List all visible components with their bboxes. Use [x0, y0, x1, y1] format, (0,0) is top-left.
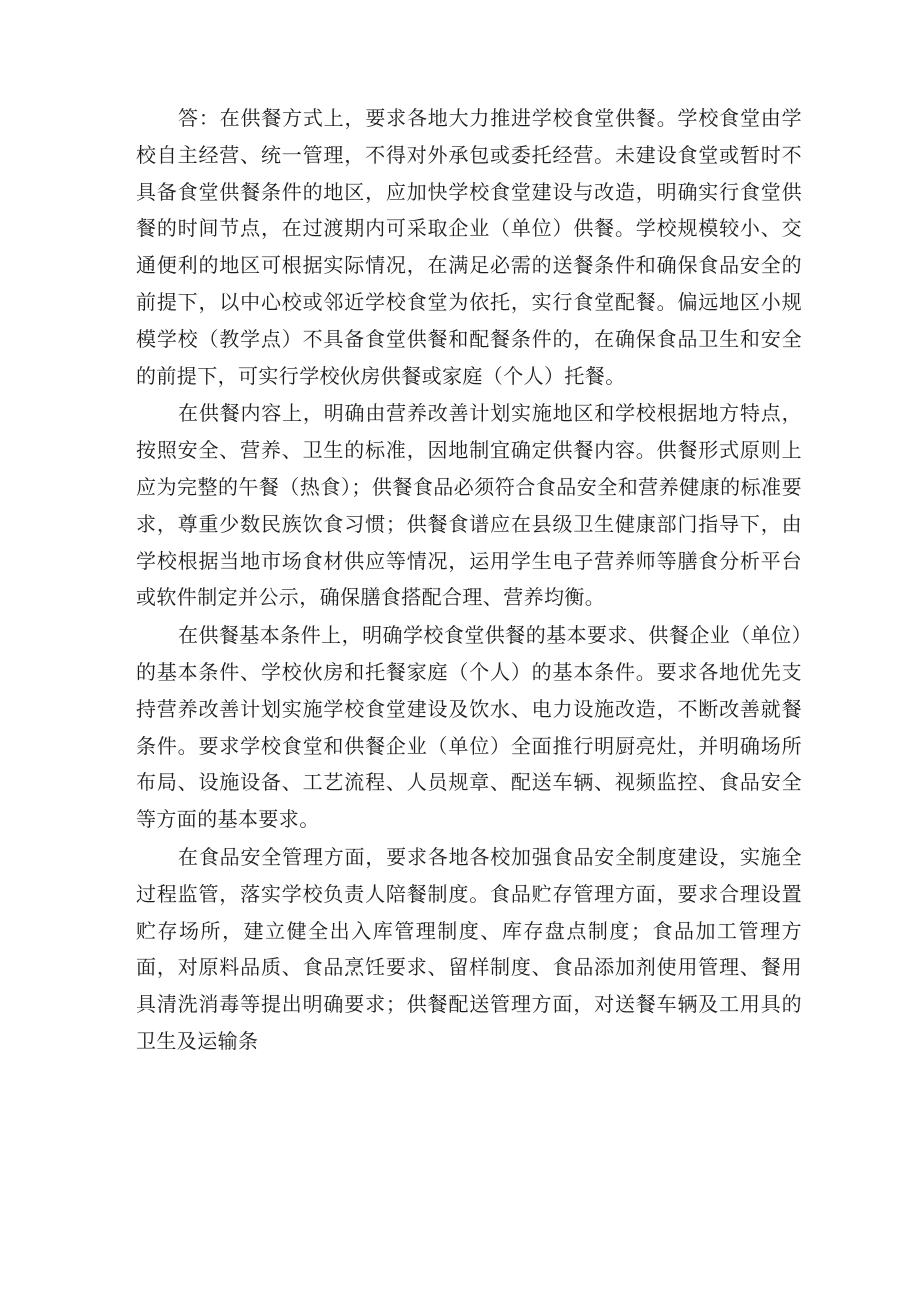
paragraph-food-safety: 在食品安全管理方面，要求各地各校加强食品安全制度建设，实施全过程监管，落实学校负责人陪餐制度。食品贮存管理方面，要求合理设置贮存场所，建立健全出入库管理制度、库存盘点制度；食品加工管理方面，对原料品质、食品烹饪要求、留样制度、食品添加剂使用管理、餐用具清洗消毒等提出明确要求；供餐配送管理方面，对送餐车辆及工用具的卫生及运输条	[136, 844, 802, 1053]
paragraph-basic-conditions: 在供餐基本条件上，明确学校食堂供餐的基本要求、供餐企业（单位）的基本条件、学校伙房和托餐家庭（个人）的基本条件。要求各地优先支持营养改善计划实施学校食堂建设及饮水、电力设施改造，不断改善就餐条件。要求学校食堂和供餐企业（单位）全面推行明厨亮灶，并明确场所布局、设施设备、工艺流程、人员规章、配送车辆、视频监控、食品安全等方面的基本要求。	[136, 623, 802, 832]
paragraph-supply-method: 答：在供餐方式上，要求各地大力推进学校食堂供餐。学校食堂由学校自主经营、统一管理，不得对外承包或委托经营。未建设食堂或暂时不具备食堂供餐条件的地区，应加快学校食堂建设与改造，明确实行食堂供餐的时间节点，在过渡期内可采取企业（单位）供餐。学校规模较小、交通便利的地区可根据实际情况，在满足必需的送餐条件和确保食品安全的前提下，以中心校或邻近学校食堂为依托，实行食堂配餐。偏远地区小规模学校（教学点）不具备食堂供餐和配餐条件的，在确保食品卫生和安全的前提下，可实行学校伙房供餐或家庭（个人）托餐。	[136, 106, 802, 388]
paragraph-supply-content: 在供餐内容上，明确由营养改善计划实施地区和学校根据地方特点，按照安全、营养、卫生的标准，因地制宜确定供餐内容。供餐形式原则上应为完整的午餐（热食）；供餐食品必须符合食品安全和营养健康的标准要求，尊重少数民族饮食习惯；供餐食谱应在县级卫生健康部门指导下，由学校根据当地市场食材供应等情况，运用学生电子营养师等膳食分析平台或软件制定并公示，确保膳食搭配合理、营养均衡。	[136, 401, 802, 610]
document-body	[136, 100, 802, 1061]
